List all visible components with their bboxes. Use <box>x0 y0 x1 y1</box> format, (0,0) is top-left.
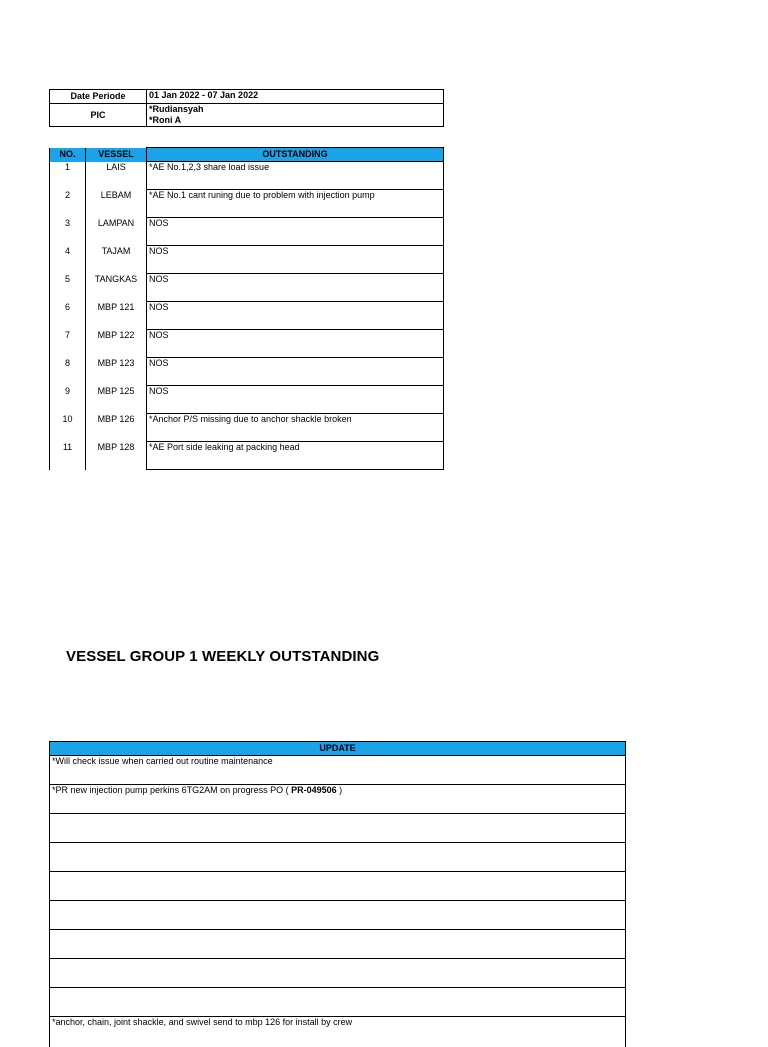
table-row <box>50 218 444 246</box>
row-number: 6 <box>50 302 86 330</box>
outstanding-text: *Anchor P/S missing due to anchor shackle broken <box>147 414 444 442</box>
update-text-main: *Will check issue when carried out routine maintenance <box>52 756 273 766</box>
update-text-main: *anchor, chain, joint shackle, and swivel send to mbp 126 for install by crew <box>52 1017 352 1027</box>
info-table <box>49 89 444 127</box>
update-po-number: PR-049506 <box>291 785 337 795</box>
row-number: 4 <box>50 246 86 274</box>
outstanding-text: NOS <box>147 274 444 302</box>
update-text <box>50 1017 626 1047</box>
header-vessel: VESSEL <box>86 148 147 162</box>
row-number: 1 <box>50 162 86 190</box>
vessel-name: MBP 121 <box>86 302 147 330</box>
vessel-name: MBP 123 <box>86 358 147 386</box>
update-text <box>50 988 626 1017</box>
table-row <box>50 162 444 190</box>
update-text-main: *PR new injection pump perkins 6TG2AM on progress PO ( <box>52 785 291 795</box>
page-title: VESSEL GROUP 1 WEEKLY OUTSTANDING <box>66 648 379 665</box>
row-number: 2 <box>50 190 86 218</box>
row-number: 7 <box>50 330 86 358</box>
vessel-name: TANGKAS <box>86 274 147 302</box>
date-period-label: Date Periode <box>50 90 147 104</box>
table-row <box>50 959 626 988</box>
outstanding-text: NOS <box>147 330 444 358</box>
update-text <box>50 901 626 930</box>
update-header-row <box>50 742 626 756</box>
table-row <box>50 330 444 358</box>
update-text <box>50 756 626 785</box>
row-number: 9 <box>50 386 86 414</box>
update-text-suffix: ) <box>337 785 343 795</box>
header-outstanding: OUTSTANDING <box>147 148 444 162</box>
outstanding-text: NOS <box>147 358 444 386</box>
header-update: UPDATE <box>50 742 626 756</box>
update-text <box>50 959 626 988</box>
table-row <box>50 901 626 930</box>
outstanding-text: *AE No.1,2,3 share load issue <box>147 162 444 190</box>
vessel-name: LAMPAN <box>86 218 147 246</box>
update-text <box>50 872 626 901</box>
table-row <box>50 442 444 470</box>
outstanding-text: *AE Port side leaking at packing head <box>147 442 444 470</box>
vessel-name: MBP 126 <box>86 414 147 442</box>
pic-label: PIC <box>50 104 147 127</box>
table-row <box>50 246 444 274</box>
outstanding-table <box>49 147 444 470</box>
table-row <box>50 814 626 843</box>
update-text <box>50 930 626 959</box>
row-number: 3 <box>50 218 86 246</box>
table-row <box>50 190 444 218</box>
vessel-name: LAIS <box>86 162 147 190</box>
outstanding-text: NOS <box>147 302 444 330</box>
outstanding-text: NOS <box>147 218 444 246</box>
row-number: 11 <box>50 442 86 470</box>
row-number: 8 <box>50 358 86 386</box>
table-row <box>50 785 626 814</box>
row-number: 10 <box>50 414 86 442</box>
vessel-name: LEBAM <box>86 190 147 218</box>
pic-value <box>147 104 444 127</box>
pic-name-1: *Rudiansyah <box>149 104 441 115</box>
table-row <box>50 756 626 785</box>
table-row <box>50 414 444 442</box>
row-number: 5 <box>50 274 86 302</box>
table-row <box>50 930 626 959</box>
date-period-value: 01 Jan 2022 - 07 Jan 2022 <box>147 90 444 104</box>
table-row <box>50 843 626 872</box>
table-row <box>50 988 626 1017</box>
vessel-name: MBP 125 <box>86 386 147 414</box>
outstanding-text: NOS <box>147 386 444 414</box>
update-table <box>49 741 626 1047</box>
table-row <box>50 302 444 330</box>
table-row <box>50 358 444 386</box>
table-row <box>50 386 444 414</box>
header-no: NO. <box>50 148 86 162</box>
vessel-name: TAJAM <box>86 246 147 274</box>
update-text <box>50 814 626 843</box>
vessel-name: MBP 122 <box>86 330 147 358</box>
vessel-name: MBP 128 <box>86 442 147 470</box>
outstanding-text: NOS <box>147 246 444 274</box>
table-row <box>50 872 626 901</box>
outstanding-text: *AE No.1 cant runing due to problem with injection pump <box>147 190 444 218</box>
table-row <box>50 274 444 302</box>
table-row <box>50 1017 626 1047</box>
update-text <box>50 843 626 872</box>
pic-name-2: *Roni A <box>149 115 441 126</box>
outstanding-header-row <box>50 148 444 162</box>
update-text <box>50 785 626 814</box>
